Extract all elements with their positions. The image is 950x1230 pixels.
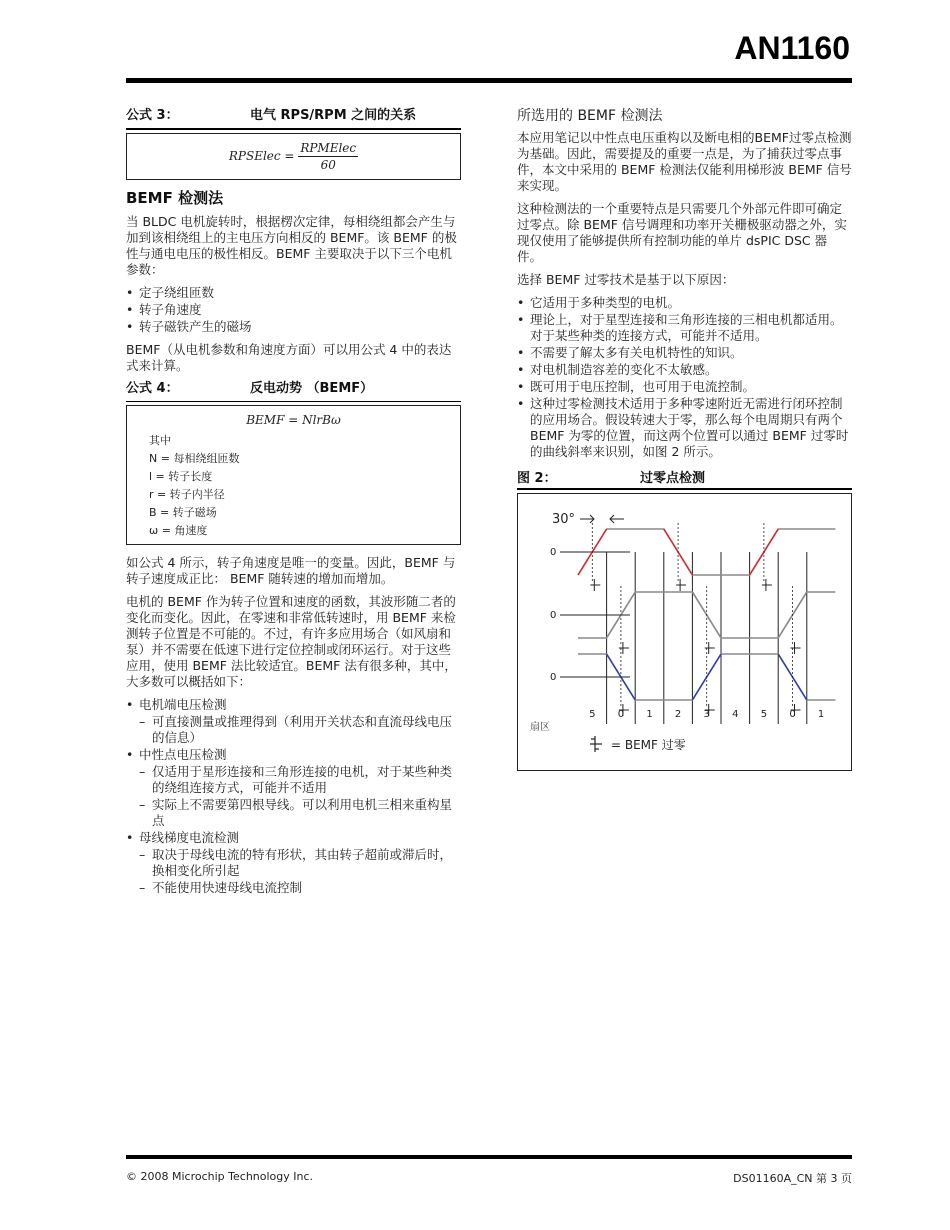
list-sub-item: – 实际上不需要第四根导线。可以利用电机三相来重构星点	[126, 797, 461, 829]
formula4-def-b: B = 转子磁场	[149, 506, 217, 519]
sector-number: 3	[703, 708, 710, 720]
list-sub-item: – 仅适用于星形连接和三角形连接的电机，对于某些种类的绕组连接方式，可能并不适用	[126, 764, 461, 796]
paragraph-3: 如公式 4 所示，转子角速度是唯一的变量。因此，BEMF 与转子速度成正比： BEMF 随转速的增加而增加。	[126, 555, 456, 586]
sector-number: 0	[617, 708, 625, 720]
bemf-methods-list	[126, 697, 461, 896]
sector-number: 0	[789, 708, 796, 720]
formula3-numerator: RPMElec	[300, 140, 357, 155]
paragraph-4: 电机的 BEMF 作为转子位置和速度的函数，其波形随二者的变化而变化。因此，在零速和非常低转速时，用 BEMF 来检测转子位置是不可能的。不过，有许多应用场合（如风扇和泵）并不需要在低速下进行定位控制或闭环运行。对于这些应用，使用 BEMF 法比较适宜。BEMF 法有很多种，其中，大多数可以概括如下：	[126, 594, 457, 689]
formula3-heading	[126, 108, 461, 125]
list-sub-item: – 可直接测量或推理得到（利用开关状态和直流母线电压的信息）	[126, 714, 461, 746]
zero-cross-symbol-icon	[762, 579, 772, 591]
zero-cross-symbol-icon	[590, 579, 600, 591]
zero-label-a: 0	[550, 546, 557, 558]
list-item: • 定子绕组匝数	[126, 285, 461, 301]
document-id: AN1160	[734, 30, 850, 66]
formula3-box	[126, 133, 461, 180]
list-item: • 既可用于电压控制，也可用于电流控制。	[517, 379, 852, 395]
list-sub-item: – 不能使用快速母线电流控制	[126, 880, 461, 896]
formula4-rule	[126, 401, 461, 403]
formula4-def-omega: ω = 角速度	[149, 524, 208, 537]
zero-cross-symbol-icon	[705, 642, 715, 654]
angle-label: 30°	[552, 511, 576, 527]
sector-number: 4	[732, 708, 739, 720]
left-column	[126, 108, 461, 903]
right-paragraph-1: 本应用笔记以中性点电压重构以及断电相的BEMF过零点检测为基础。因此，需要提及的重要一点是，为了捕获过零点事件，本文中采用的 BEMF 检测法仅能利用梯形波 BEMF 信号来实现。	[517, 130, 852, 193]
bemf-section-heading: BEMF 检测法	[126, 188, 224, 207]
list-item: • 转子磁铁产生的磁场	[126, 319, 461, 335]
list-item: • 电机端电压检测	[126, 697, 461, 713]
figure2-title: 过零点检测	[640, 471, 706, 486]
zero-cross-symbol-icon	[590, 736, 602, 752]
formula4-def-n: N = 每相绕组匝数	[149, 452, 240, 465]
footer-copyright: © 2008 Microchip Technology Inc.	[126, 1170, 314, 1183]
header-rule	[126, 78, 852, 83]
sector-number: 2	[674, 708, 682, 720]
zero-cross-symbol-icon	[619, 642, 629, 654]
zero-label-c: 0	[550, 671, 557, 683]
right-paragraph-3: 选择 BEMF 过零技术是基于以下原因：	[517, 272, 735, 287]
formula4-title: 反电动势 （BEMF）	[250, 380, 374, 396]
formula3-label: 公式 3：	[126, 108, 179, 123]
footer-rule	[126, 1155, 852, 1159]
list-item: • 理论上，对于星型连接和三角形连接的三相电机都适用。对于某些种类的连接方式，可能并不适用。	[517, 312, 852, 344]
figure2-rule	[517, 488, 852, 490]
zero-crossing-diagram	[518, 494, 851, 770]
right-column	[517, 108, 852, 771]
formula4-equation: BEMF = NlrBω	[246, 413, 341, 427]
sector-number: 5	[589, 708, 596, 720]
formula4-def-r: r = 转子内半径	[149, 488, 225, 501]
formula3-rule	[126, 128, 461, 130]
zero-cross-symbol-icon	[676, 579, 686, 591]
sector-number: 1	[646, 708, 653, 720]
list-item: • 不需要了解太多有关电机特性的知识。	[517, 345, 852, 361]
list-sub-item: – 取决于母线电流的特有形状，其由转子超前或滞后时，换相变化所引起	[126, 847, 461, 879]
list-item: • 它适用于多种类型的电机。	[517, 295, 852, 311]
sector-number: 1	[817, 708, 825, 720]
formula3-fraction	[298, 140, 358, 173]
list-item: • 母线梯度电流检测	[126, 830, 461, 846]
list-item: • 这种过零检测技术适用于多种零速附近无需进行闭环控制的应用场合。假设转速大于零，那么每个电周期只有两个 BEMF 为零的位置，而这两个位置可以通过 BEMF 过零时的曲线斜率来识别，如图 2 所示。	[517, 396, 852, 460]
sector-number: 5	[760, 708, 768, 720]
figure2-heading	[517, 471, 852, 488]
list-item: • 对电机制造容差的变化不太敏感。	[517, 362, 852, 378]
figure2-box	[517, 493, 852, 771]
formula3-denominator: 60	[320, 157, 336, 172]
motor-params-list	[126, 285, 461, 335]
formula4-def-l: l = 转子长度	[149, 470, 213, 483]
bemf-paragraph-2: BEMF（从电机参数和角速度方面）可以用公式 4 中的表达式来计算。	[126, 341, 452, 373]
zero-label-b: 0	[550, 609, 557, 621]
legend-label: = BEMF 过零	[611, 737, 686, 752]
footer-doc-page: DS01160A_CN 第 3 页	[733, 1172, 852, 1185]
formula4-where: 其中	[149, 434, 171, 447]
angle-arrows	[580, 515, 624, 523]
formula3-title: 电气 RPS/RPM 之间的关系	[250, 108, 417, 123]
list-item: • 中性点电压检测	[126, 747, 461, 763]
zero-cross-symbol-icon	[791, 642, 801, 654]
formula4-label: 公式 4：	[126, 380, 179, 396]
reasons-list	[517, 295, 852, 460]
figure2-label: 图 2：	[517, 471, 557, 486]
sector-label: 扇区	[530, 721, 550, 733]
bemf-paragraph-1: 当 BLDC 电机旋转时，根据楞次定律，每相绕组都会产生与加到该相绕组上的主电压方向相反的 BEMF。该 BEMF 的极性与通电电压的极性相反。BEMF 主要取决于以下三个电机参数：	[126, 213, 457, 277]
formula4-heading	[126, 381, 461, 398]
formula3-lhs: RPSElec =	[228, 148, 295, 163]
right-paragraph-2: 这种检测法的一个重要特点是只需要几个外部元件即可确定过零点。除 BEMF 信号调理和功率开关栅极驱动器之外，实现仅使用了能够提供所有控制功能的单片 dsPIC DSC 器件。	[517, 201, 847, 264]
list-item: • 转子角速度	[126, 302, 461, 318]
right-subheading: 所选用的 BEMF 检测法	[517, 108, 663, 124]
formula4-box	[126, 405, 461, 545]
formula3-equation	[229, 140, 358, 173]
